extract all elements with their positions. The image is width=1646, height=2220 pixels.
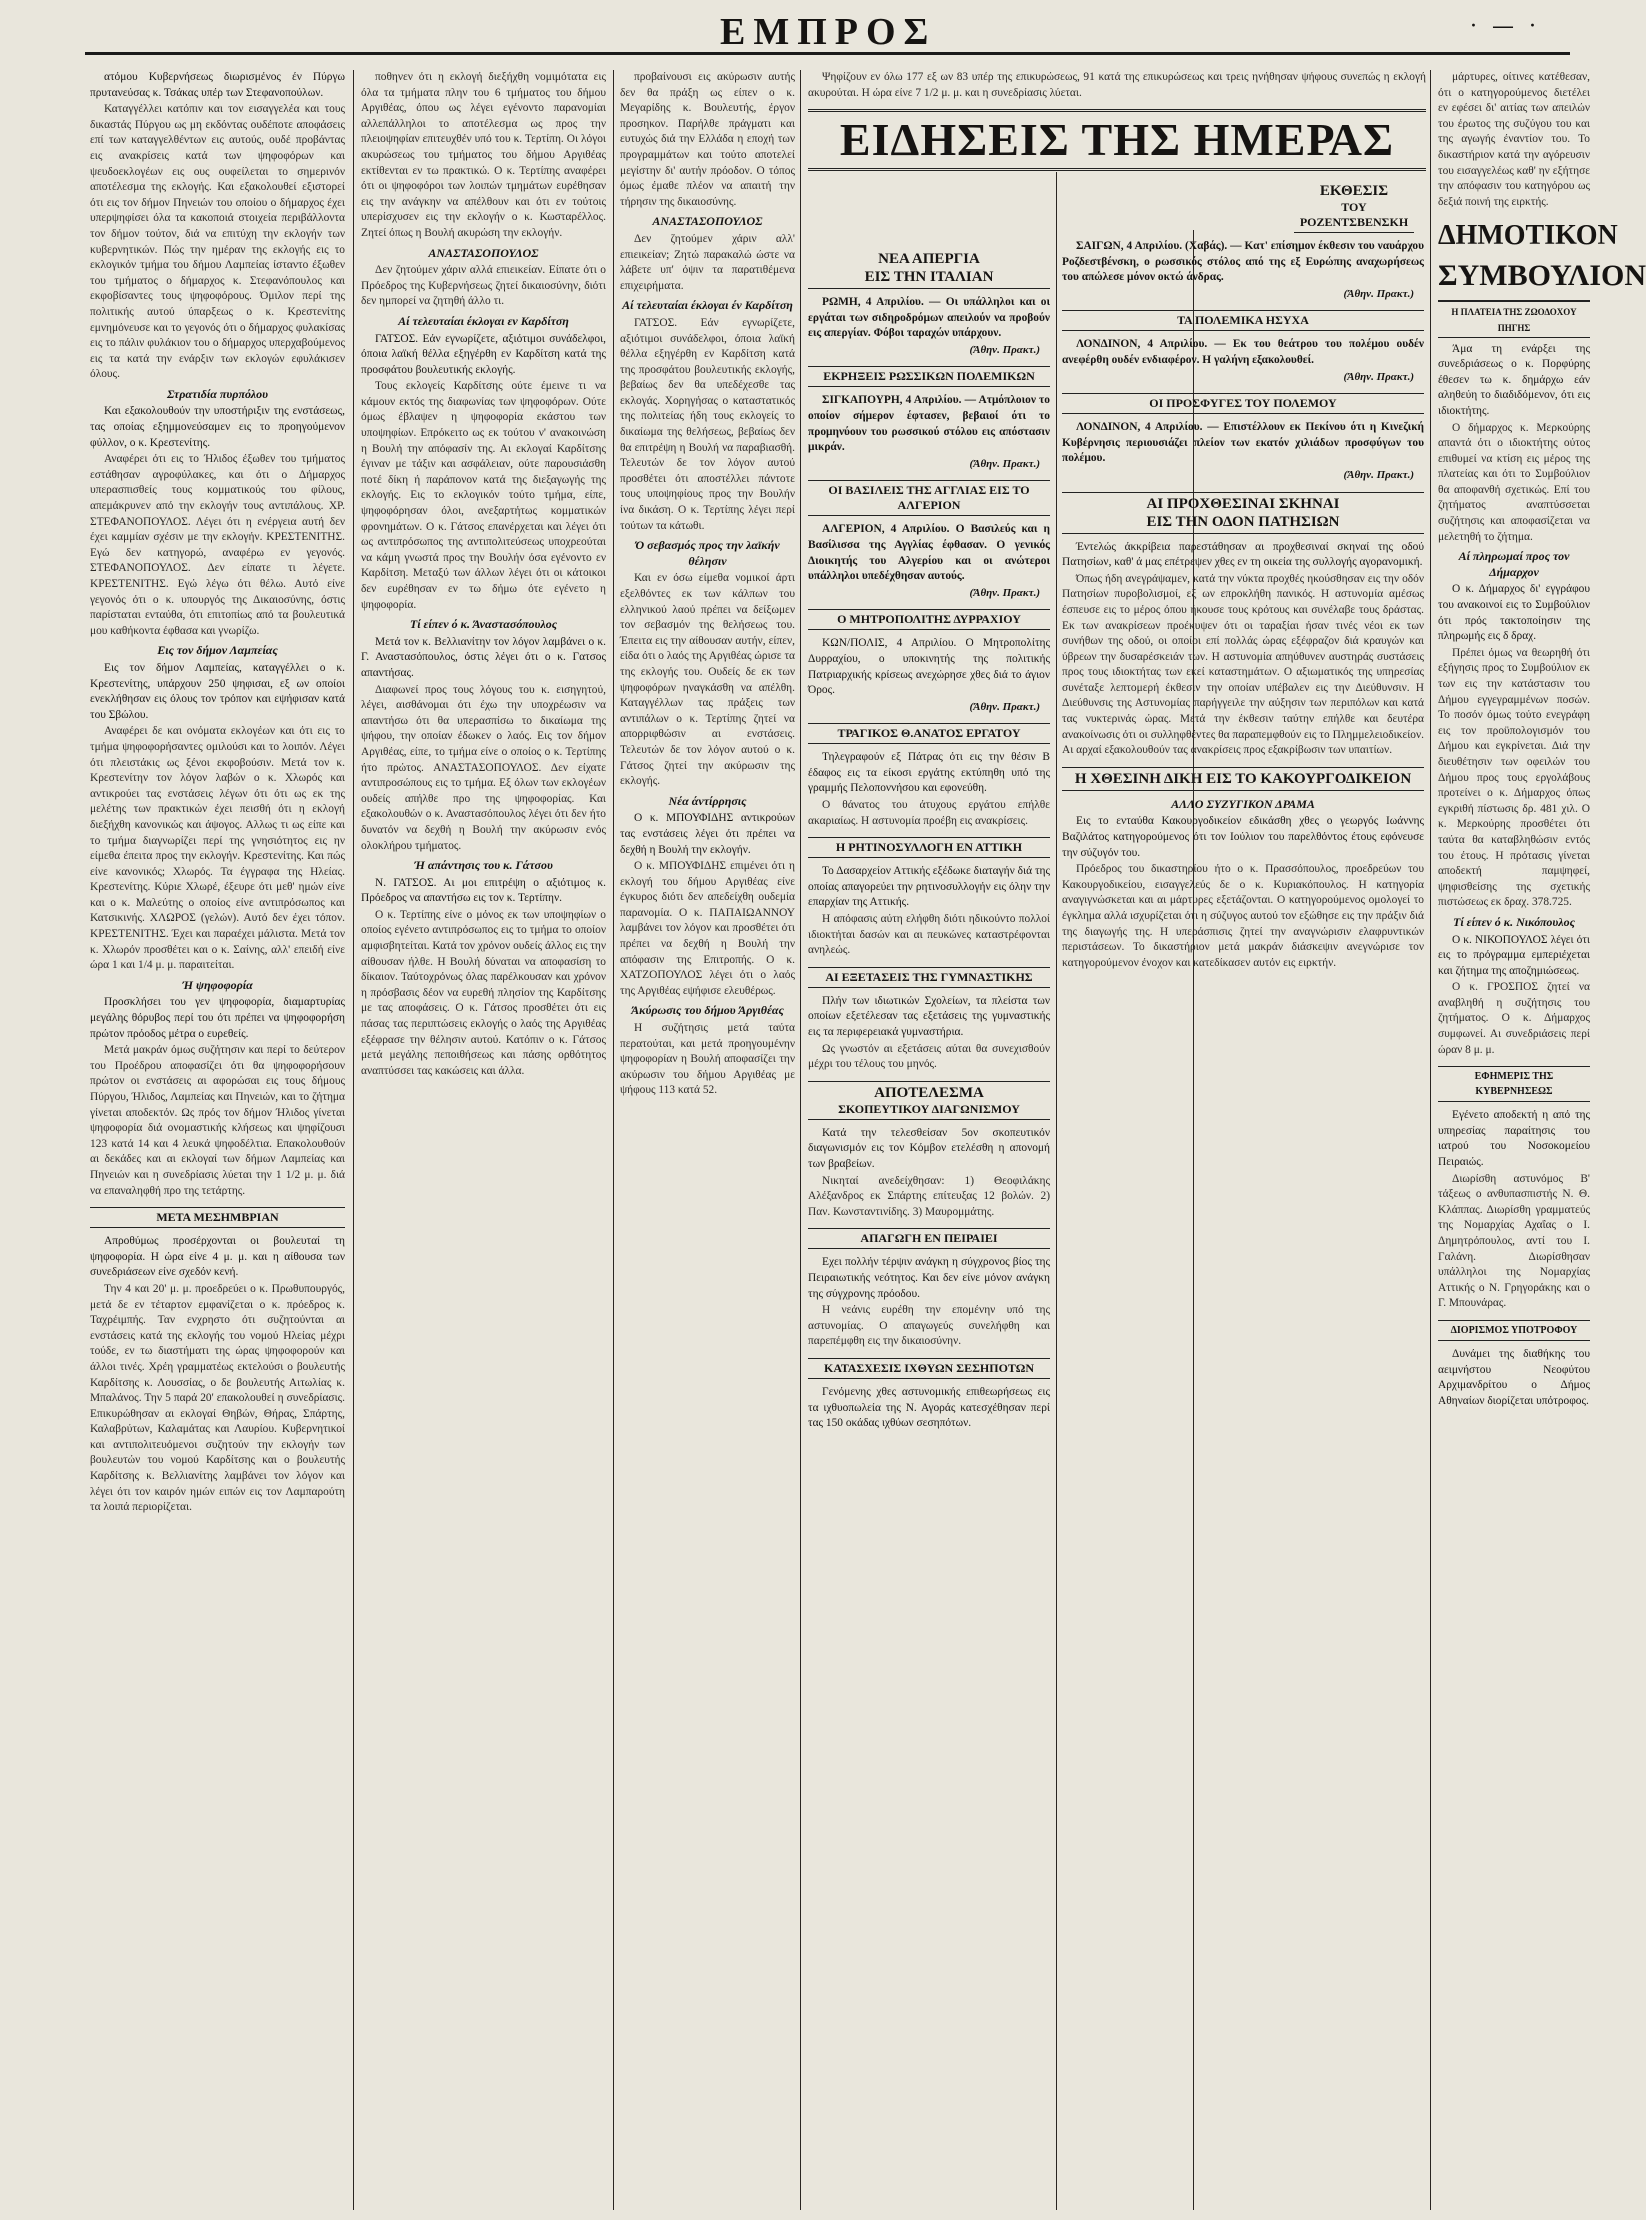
column-5 (1062, 172, 1424, 2210)
paragraph: Όπως ήδη ανεγράψαμεν, κατά την νύκτα προχθές ηκούσθησαν εις την οδόν Πατησίων πυροβολισμοί, εξ ων επροκλήθη πανικός. Η αστυνομία αμέσως έσπευσε εις το μέρος όπου ήκουσε τους κρότους και συνέλαβε τους δράστας. Εκ των ανακρίσεων προέκυψεν ότι οι ταραξίαι ήσαν τινές νέοι εκ των συνήθων της οδού, οι οποίοι επί πολλάς ώρας εξέφραζον διά κραυγών και ύβρεων την δυσαρέσκειάν των. Η αστυνομία απηύθυνεν αυστηράς συστάσεις προς τους ιδιοκτήτας των εκεί καταστημάτων. Ο αξιωματικός της υπηρεσίας συνέταξε λεπτομερή έκθεσιν την οποίαν υπέβαλεν εις την Διεύθυνσιν. Η Διεύθυνσις της Αστυνομίας παρήγγειλε την αύξησιν των περιπόλων και κατά τας νυκτερινάς ώρας. Μετά την έκθεσιν ταύτην επήλθε και δευτέρα ανακοίνωσις ότι οι συλληφθέντες θα παραπεμφθούν εις το Πλημμελειοδικείον. Αι αρχαί εξακολουθούν τας ανακρίσεις προς εξακρίβωσιν των υπαιτίων. (1062, 572, 1424, 757)
paragraph: Μετά μακράν όμως συζήτησιν και περί το δεύτερον του Προέδρου αποφασίζει ότι θα ψηφοφορήσουν πρώτον οι ενστάσεις αι αφορώσαι εις τους δήμους Πύργου, Ήλιδος, Λαμπείας και Πηνειών, και το ζήτημα γίνεται αποδεκτόν. Ως πρός τον δήμον Ήλιδος γίνεται ψηφοφορία διά ονομαστικής κλήσεως και ψηφίζουσι 123 κατά 14 και 4 λευκά ψηφοδέλτια. Επακολουθούν αι δεκάδες και αι εκλογαί των δήμων Λαμπείας και Πηνειών και η συνεδρίασις λύεται την 1 1/2 μ. μ. διά να επαναληφθή προ της τετάρτης. (90, 1044, 345, 1197)
article-headline: ΣΥΜΒΟΥΛΙΟΝ (1438, 254, 1590, 302)
headline-line: ΕΙΣ ΤΗΝ ΙΤΑΛΙΑΝ (864, 269, 994, 285)
paragraph: Απροθύμως προσέρχονται οι βουλευταί τη ψηφοφορία. Η ώρα είνε 4 μ. μ. και η αίθουσα των συνεδριάσεων είνε σχεδόν κενή. (90, 1235, 345, 1279)
article-headline (808, 1081, 1050, 1120)
article-headline: Ο ΜΗΤΡΟΠΟΛΙΤΗΣ ΔΥΡΡΑΧΙΟΥ (808, 609, 1050, 630)
column-2 (361, 70, 606, 2210)
article-headline: ΕΚΡΗΞΕΙΣ ΡΩΣΣΙΚΩΝ ΠΟΛΕΜΙΚΩΝ (808, 366, 1050, 387)
section-heading: ΑΝΑΣΤΑΣΟΠΟΥΛΟΣ (428, 245, 539, 260)
paragraph: Εις τον δήμον Λαμπείας, καταγγέλλει ο κ. Κρεστενίτης, υπάρχουν 250 ψηφισαι, εξ ων οποίοι ενεκλήθησαν εις όλους τον τρόπον και εψήφισαν κατά του Σβώλου. (90, 661, 345, 721)
paragraph: Την 4 και 20' μ. μ. προεδρεύει ο κ. Πρωθυπουργός, μετά δε εν τέταρτον εμφανίζεται ο κ. πρόεδρος κ. Ταχρέιμπής. Ταν ενχρηστο ότι συζητούνται αι ενστάσεις κατά της εκλογής του νομού Ηλείας μέχρι τούδε, εν τω διαστήματι της ώρας ψηφοφορούν και άλλοι τινές. Χρέη γραμματέως εκτελούσι ο βουλευτής Καρδίτσης κ. Λουσσίας, ο δε βουλευτής Αιτωλίας κ. Μπαλάνος. Την 5 παρά 20' επακολουθεί η συνεδρίασις. Επικυρώθησαν αι εκλογαί Θηβών, Θήρας, Σπάρτης, Καλαβρύτων, Καλαμάτας και Λαυρίου. Κυβερνητικοί και αντιπολιτευόμενοι συζητούν την εκλογήν των βουλευτών του νομού Καρδίτσης και ο βουλευτής Καρδίτσης κ. Βελλιανίτης λαμβάνει τον λόγον και λέγει ότι τον καιρόν ημών ειπών εις τον Λαμπαρούτη τα λοιπά περιορίζεται. (90, 1282, 345, 1514)
paragraph: Το Δασαρχείον Αττικής εξέδωκε διαταγήν διά της οποίας απαγορεύει την ρητινοσυλλογήν εις όλην την επαρχίαν της Αττικής. (808, 865, 1050, 909)
credit: (Άθην. Πρακτ.) (969, 700, 1040, 713)
paragraph: Ο κ. ΓΡΟΣΠΟΣ ζητεί να αναβληθή η συζήτησις του ζητήματος. Ο κ. Δήμαρχος συμφωνεί. Αι συνεδριάσεις περί ώραν 8 μ. μ. (1438, 981, 1590, 1056)
column-rule (1430, 70, 1431, 2210)
paragraph: Ο κ. Τερτίπης είνε ο μόνος εκ των υποψηφίων ο οποίος εγένετο αντιπρόσωπος εις το τμήμα το οποίον αμφισβητείται. Κατά τον χρόνον ουδείς άλλος εις την αίθουσαν ήλθε. Η Βουλή δύναται να αποφασίση το δίκαιον. Ταύτοχρόνως όλας παρέλκουσαν και χρόνον η πρόσβασις δέον να ευρεθή πλησίον της Καρδίτσης με τας αποφάσεις. Ο κ. Γάτσος προσθέτει ότι εις πάσας τας περιπτώσεις εκλογής ο λαός της Αργιθέας εξέφρασε την θέλησιν αυτού. Κατόπιν ο κ. Γάτσος μετά μεγάλης πεποιθήσεως και πάσης ορθότητος αναπτύσσει τας κακώσεις και άλλα. (361, 908, 606, 1077)
headline-line: ΑΙ ΠΡΟΧΘΕΣΙΝΑΙ ΣΚΗΝΑΙ (1146, 495, 1340, 512)
column-rule (1056, 172, 1057, 2210)
headline-line: ΝΕΑ ΑΠΕΡΓΙΑ (878, 251, 980, 267)
article-headline: Η ΧΘΕΣΙΝΗ ΔΙΚΗ ΕΙΣ ΤΟ ΚΑΚΟΥΡΓΟΔΙΚΕΙΟΝ (1062, 767, 1424, 791)
paragraph: ΛΟΝΔΙΝΟΝ, 4 Απριλίου. — Επιστέλλουν εκ Πεκίνου ότι η Κινεζική Κυβέρνησις περιουσιάζει πλείον των εκατόν χιλιάδων προσφύγων του πολέμου. (1062, 421, 1424, 465)
credit: (Άθην. Πρακτ.) (969, 343, 1040, 356)
paragraph: Ο κ. Δήμαρχος δι' εγγράφου του ανακοινοί εις το Συμβούλιον ότι πρός τακτοποίησιν της πληρωμής εις δ δραχ. (1438, 583, 1590, 643)
paragraph: Εις το ενταύθα Κακουργοδικείον εδικάσθη χθες ο γεωργός Ιωάννης Βαζιλάτος κατηγορούμενος ότι τον Ιούλιον του παρελθόντος έτους εφόνευσε την σύζυγόν του. (1062, 815, 1424, 859)
article-subheadline: ΑΛΛΟ ΣΥΖΥΓΙΚΟΝ ΔΡΑΜΑ (1171, 796, 1315, 811)
section-heading: ΜΕΤΑ ΜΕΣΗΜΒΡΙΑΝ (90, 1207, 345, 1228)
paragraph: Άμα τη ενάρξει της συνεδριάσεως ο κ. Πορφύρης έθεσεν τω κ. δημάρχω εάν αληθεύη το διαδιδόμενον, ότι εις ιδιοκτήτης. (1438, 342, 1590, 417)
paragraph: ΣΑΙΓΩΝ, 4 Απριλίου. (Χαβάς). — Κατ' επίσημον έκθεσιν του ναυάρχου Ροζδεστβένσκη, ο ρωσσικός στόλος από της εξ Ευρώπης αναχωρήσεως του απώλεσε μόνον οκτώ άνδρας. (1062, 240, 1424, 284)
paragraph: ΑΛΓΕΡΙΟΝ, 4 Απριλίου. Ο Βασιλεύς και η Βασίλισσα της Αγγλίας έφθασαν. Ο γενικός Διοικητής του Αλγερίου και οι ανώτεροι υπάλληλοι υπεδέχθησαν αυτούς. (808, 523, 1050, 583)
masthead-rule (85, 52, 1570, 55)
credit: (Άθην. Πρακτ.) (1343, 287, 1414, 300)
paragraph: Ψηφίζουν εν όλω 177 εξ ων 83 υπέρ της επικυρώσεως, 91 κατά της επικυρώσεως και τρεις ηνήθησαν ψήφους συνεπώς η εκλογή ακυρούται. Η ώρα είνε 7 1/2 μ. μ. και η συνεδρίασις λύεται. (808, 71, 1426, 99)
article-headline: ΑΙ ΕΞΕΤΑΣΕΙΣ ΤΗΣ ΓΥΜΝΑΣΤΙΚΗΣ (808, 967, 1050, 988)
paragraph: Η συζήτησις μετά ταύτα περατούται, και μετά προηγουμένην ψηφοφορίαν η Βουλή αποφασίζει την ακύρωσιν του δήμου Αργιθέας με ψήφους 113 κατά 52. (620, 1022, 795, 1097)
column-6 (1438, 70, 1646, 2210)
paragraph: Δεν ζητούμεν χάριν αλλά επιεικείαν. Είπατε ότι ο Πρόεδρος της Κυβερνήσεως ζητεί δικαιοσύνην, διότι δεν ημπορεί να ζητηθή άλλο τι. (361, 264, 606, 308)
section-heading: Ό σεβασμός προς την λαϊκήν θέλησιν (635, 538, 780, 568)
paragraph: Η νεάνις ευρέθη την επομένην υπό της αστυνομίας. Ο απαγωγεύς συνελήφθη και παρεπέμφθη εις την δικαιοσύνην. (808, 1304, 1050, 1348)
paragraph: ΣΙΓΚΑΠΟΥΡΗ, 4 Απριλίου. — Ατμόπλοιον το οποίον σήμερον έφτασεν, βεβαιοί ότι το προμηνύουν του ρωσσικού στόλου εις απόστασιν μικράν. (808, 394, 1050, 454)
paragraph: ποθηνεν ότι η εκλογή διεξήχθη νομιμότατα εις όλα τα τμήματα πλην του 6 τμήματος του δήμου Αργιθέας, όπου ως λέγει εγένοντο παρανομίαι αλλεπάλληλοι το αποτέλεσμα ως προς την πλειοψηφίαν επιτευχθέν υπό του κ. Τερτίπη. Οι λόγοι ακυρώσεως του τμήματος του δήμου Αργιθέας εκτίθενται εν τω πρακτικώ. Ο κ. Τερτίπης αναφέρει ότι οι ψηφοφόροι των λοιπών τμημάτων ευρέθησαν εις την ανάγκην να απέλθουν και ότι εν τούτοις υπερίσχυσεν εις την εκλογήν ο κ. Κωσταρέλλος. Ζητεί όπως η Βουλή ακυρώση την εκλογήν. (361, 71, 606, 239)
paragraph: Έντελώς άκκρίβεια παρεστάθησαν αι προχθεσιναί σκηναί της οδού Πατησίων, καθ' ά μας επέτρεψεν χθες εν τη οικεία της συλλογής αγορανομική. (1062, 540, 1424, 569)
credit: (Άθην. Πρακτ.) (969, 586, 1040, 599)
column-3 (620, 70, 795, 2210)
section-heading: Ή ψηφοφορία (182, 977, 253, 992)
article-headline: ΕΦΗΜΕΡΙΣ ΤΗΣ ΚΥΒΕΡΝΗΣΕΩΣ (1438, 1066, 1590, 1102)
article-headline: ΤΑ ΠΟΛΕΜΙΚΑ ΗΣΥΧΑ (1062, 310, 1424, 331)
headline-line: ΣΚΟΠΕΥΤΙΚΟΥ ΔΙΑΓΩΝΙΣΜΟΥ (838, 1101, 1020, 1116)
news-section-title: ΕΙΔΗΣΕΙΣ ΤΗΣ ΗΜΕΡΑΣ (808, 109, 1426, 171)
section-heading: Νέα άντίρρησις (668, 793, 747, 808)
column-4 (808, 240, 1050, 2210)
paragraph: Προσκλήσει του γεν ψηφοφορία, διαμαρτυρίας μεγάλης θόρυβος περί του ότι πρέπει να ψηφοφορήση πρώτον πρόοδος μέτρα ο ευρεθείς. (90, 996, 345, 1040)
article-headline: ΑΠΑΓΩΓΗ ΕΝ ΠΕΙΡΑΙΕΙ (808, 1228, 1050, 1249)
column-rule (613, 70, 614, 2210)
paragraph: ΓΑΤΣΟΣ. Εάν εγνωρίζετε, αξιότιμοι συνάδελφοι, όποια λαϊκή θέλλα εξηγέρθη εν Καρδίτση κατά της προσφάτου βουλευτικής εκλογής, βεβαίως δεν θα υπεδέχεσθε τας εκλογάς. Χορηγήσας ο καταστατικός της πολιτείας ήδη τους εκλογείς το δικαίωμα της θελήσεως, βεβαίως δεν θα επιτρέψη η Βουλή να παραβιασθή. Τελευτών δε τον λόγον αυτού προσθέτει ότι αποστέλλει πάντοτε τους υποψηφίους προς την Βουλήν ίνα δικάση. Ο κ. Τερτίπης λέγει περί τούτων τα κάτωθι. (620, 316, 795, 532)
paragraph: Πρόεδρος του δικαστηρίου ήτο ο κ. Πρασσόπουλος, προεδρεύων του Κακουργοδικείου, εισαγγελεύς δε ο κ. Κυριακόπουλος. Η κατηγορία αναγιγνώσκεται και αι μάρτυρες εξετάζονται. Ο κατηγορούμενος ομολογεί το έγκλημα αλλά ισχυρίζεται ότι η σύζυγος αυτού τον εξώθησε εις την πράξιν διά της διαγωγής της. Η υπεράσπισις ζητεί την αναγνώρισιν ελαφρυντικών περιστάσεων. Το δικαστήριον μετά μακράν διάσκεψιν ανεγνώρισε τον κατηγορούμενον ένοχον και κατεδίκασεν αυτόν εις ειρκτήν. (1062, 863, 1424, 969)
paragraph: Καταγγέλλει κατόπιν και τον εισαγγελέα και τους δικαστάς Πύργου ως μη εκδόντας ουδέποτε αποφάσεις επί των καταγγελθέντων εις αυτούς, ουδέ προβάντας εις ανακρίσεις κατά των ψηφοφόρων και ψευδοεκλογέων εις ους ουφείλεται το σημερινόν αποτέλεσμα της εκλογής. Και εξακολουθεί εξιστορεί ότι εις τον δήμον Πηνειών του οποίου ο δήμαρχος έχει υπερψηφίσει όλα τα κακοποιά στοιχεία περιβάλλοντα τον δήμον τούτον, διά να επιτύχη την εκλογήν των κυβερνητικών. Πώς την ημέραν της εκλογής εις το εκλογικόν τμήμα του δήμου Λαμπείας ίσταντο έξωθεν του τμήματος ο δήμαρχος κ. Στεφανόπουλος και εκφοβίσαντες τους ψηφοφόρους. Όμιλον περί της πολιτικής αυτού ύπαρξεως ο κ. Κρεστενίτης εμνημόνευσε και το γεγονός ότι ο δήμαρχος φυλακίσας εις το πάλιν φυλάκιον του ο δήμαρχος υπερχαβούμενος εις τα κατά την ενάρξιν των εκλογών εφυλάκισεν όλους. (90, 103, 345, 381)
paragraph: Γενόμενης χθες αστυνομικής επιθεωρήσεως εις τα ιχθυοπωλεία της Ν. Αγοράς κατεσχέθησαν περί τας 150 οκάδας ιχθύων σεσηπότων. (808, 1385, 1050, 1430)
paragraph: μάρτυρες, οίτινες κατέθεσαν, ότι ο κατηγορούμενος διετέλει εν εφέσει δι' αιτίας των απειλών του έρωτος της συζύγου του και της αγωγής έναντίον του. Το δικαστήριον κατά την αγόρευσιν του εισαγγελέως καθ' ην εξήτησε την απόφασιν του κατηγόρου ως δεξιά ποινή της ειρκτής. (1438, 71, 1590, 208)
paragraph: ΛΟΝΔΙΝΟΝ, 4 Απριλίου. — Εκ του θεάτρου του πολέμου ουδέν ανεφέρθη ουδέν ενδιαφέρον. Η γαλήνη εξακολουθεί. (1062, 338, 1424, 366)
paragraph: ΚΩΝ/ΠΟΛΙΣ, 4 Απριλίου. Ο Μητροπολίτης Δυρραχίου, ο υποκινητής της πολιτικής Πατριαρχικής κρίσεως ανεχώρησε χθες διά το άγιον Όρος. (808, 637, 1050, 697)
paragraph: Νικηταί ανεδείχθησαν: 1) Θεοφιλάκης Αλέξανδρος εκ Σπάρτης επίτευξας 12 βολών. 2) Παν. Κωνσταντινίδης. 3) Μαυρομμάτης. (808, 1174, 1050, 1218)
column-rule (800, 70, 801, 2210)
section-heading: Ή απάντησις του κ. Γάτσου (414, 858, 553, 873)
headline-line: ΕΙΣ ΤΗΝ ΟΔΟΝ ΠΑΤΗΣΙΩΝ (1146, 513, 1340, 530)
paragraph: Και εν όσω είμεθα νομικοί άρτι εξελθόντες εκ των κάλπων του ελληνικού λαού πρέπει να δείξωμεν τον σεβασμόν της θελήσεως του. Έπειτα εις την αίθουσαν αυτήν, είπεν, είδα ότι ο λαός της Αργιθέας ώρισε τα της εκλογής του. Ουδείς δε εκ των ψηφοφόρων ηναγκάσθη να απέλθη. Καταγγέλλων τας πράξεις των αντιπάλων ο κ. Τερτίπης ζητεί να απορριφθώσιν αι ενστάσεις. Τελευτών δε τον λόγον αυτού ο κ. Γάτσος ζητεί την ακύρωσιν της εκλογής. (620, 572, 795, 788)
article-headline (808, 248, 1050, 289)
paragraph: Ο κ. ΝΙΚΟΠΟΥΛΟΣ λέγει ότι εις το πρόγραμμα εμπεριέχεται και ζήτημα της αποζημιώσεως. (1438, 933, 1590, 977)
paragraph: ΡΩΜΗ, 4 Απριλίου. — Οι υπάλληλοι και οι εργάται των σιδηροδρόμων απειλούν να προβούν εις απεργίαν. Φόβοι ταραχών υπάρχουν. (808, 296, 1050, 340)
headline-line: ΑΠΟΤΕΛΕΣΜΑ (874, 1084, 984, 1101)
section-heading: Αί τελευταίαι έκλογαι εν Καρδίτση (398, 313, 569, 328)
paragraph: Διαφωνεί προς τους λόγους του κ. εισηγητού, λέγει, αισθάνομαι ότι έχω την υποχρέωσιν να απαντήσω ότι θα υπερασπίσω το δικαίωμα της ψήφου, την οποίαν έδωκεν ο λαός. Εις τον δήμον Αργιθέας, είπε, το τμήμα είνε ο οποίος ο κ. Τερτίπης ήτο πρώτος. ΑΝΑΣΤΑΣΟΠΟΥΛΟΣ. Δεν είχατε αντιπροσώπους εις το τμήμα. Εξ όλων των εκλογέων ουδείς απήλθε προ της ψηφοφορίας. Και εξακολουθών ο κ. Αναστασόπουλος λέγει ότι δεν ήτο δυνατόν να δεχθή η Βουλή την ακύρωσιν ενός ολοκλήρου τμήματος. (361, 683, 606, 852)
column-rule (353, 70, 354, 2210)
credit: (Άθην. Πρακτ.) (1343, 370, 1414, 383)
section-heading: Η ΠΛΑΤΕΙΑ ΤΗΣ ΖΩΟΔΟΧΟΥ ΠΗΓΗΣ (1438, 305, 1590, 337)
paragraph: Ο δήμαρχος κ. Μερκούρης απαντά ότι ο ιδιοκτήτης ούτος επιθυμεί να κτίση εις μέρος της πλατείας και ότι το Συμβούλιον θα αποφανθή σχετικώς. Επί του ζητήματος αναπτύσσεται συζήτησις και αποφασίζεται να μελετηθή το ζήτημα. (1438, 421, 1590, 543)
paragraph: Δεν ζητούμεν χάριν αλλ' επιεικείαν; Ζητώ παρακαλώ ώστε να λάβετε υπ' όψιν τα παρατιθέμενα επιχειρήματα. (620, 232, 795, 292)
headline-line: ΤΟΥ ΡΟΖΕΝΤΣΒΕΝΣΚΗ (1299, 200, 1409, 229)
article-headline: ΔΗΜΟΤΙΚΟΝ (1438, 220, 1618, 252)
section-heading: Τί είπεν ό κ. Άναστασόπουλος (409, 617, 558, 632)
article-headline (1062, 492, 1424, 534)
paragraph: Η απόφασις αύτη ελήφθη διότι ηδικούντο πολλοί ιδιοκτήται δασών και αι πευκώνες καταστρέφονται ανηλεώς. (808, 913, 1050, 957)
article-headline: ΟΙ ΠΡΟΣΦΥΓΕΣ ΤΟΥ ΠΟΛΕΜΟΥ (1062, 393, 1424, 414)
section-heading: Τί είπεν ό κ. Νικόπουλος (1453, 914, 1575, 929)
headline-line: ΕΚΘΕΣΙΣ (1319, 183, 1389, 199)
paragraph: Ο θάνατος του άτυχους εργάτου επήλθε ακαριαίως. Η αστυνομία προέβη εις ανακρίσεις. (808, 799, 1050, 827)
column-1 (90, 70, 345, 2210)
paragraph: Ο κ. ΜΠΟΥΦΙΔΗΣ αντικρούων τας ενστάσεις λέγει ότι πρέπει να δεχθή η Βουλή την εκλογήν. (620, 812, 795, 856)
section-heading: Άκύρωσις του δήμου Άργιθέας (631, 1003, 784, 1018)
credit: (Άθην. Πρακτ.) (1343, 468, 1414, 481)
paragraph: Δυνάμει της διαθήκης του αειμνήστου Νεοφύτου Αρχιμανδρίτου ο Δήμος Αθηναίων διορίζεται υπότροφος. (1438, 1347, 1590, 1407)
paragraph: Εγένετο αποδεκτή η από της υπηρεσίας παραίτησις του ιατρού του Νοσοκομείου Πειραιώς. (1438, 1109, 1590, 1169)
paragraph: Και εξακολουθούν την υποστήριξιν της ενστάσεως, τας οποίας εξημμονεύσαμεν εις το προηγούμενον φύλλον, ο κ. Κρεστενίτης. (90, 405, 345, 449)
article-headline: ΚΑΤΑΣΧΕΣΙΣ ΙΧΘΥΩΝ ΣΕΣΗΠΟΤΩΝ (808, 1358, 1050, 1379)
article-headline: Η ΡΗΤΙΝΟΣΥΛΛΟΓΗ ΕΝ ΑΤΤΙΚΗ (808, 837, 1050, 858)
paragraph: Πρέπει όμως να θεωρηθή ότι εξήγησις προς το Συμβούλιον εκ των εις την κατάστασιν του Δήμου εγγεγραμμένων ποσών. Το ποσόν όμως τούτο ενεγράφη εις τον προϋπολογισμόν του Δήμου και εγκρίνεται. Διά την διευθέτησιν των οφειλών του Δήμου προς τους εργολάβους προτείνει ο κ. Δήμαρχος όπως εγκριθή πίστωσις δρ. 481 χιλ. Ο κ. Μερκούρης προσθέτει ότι ταύτα θα καταβληθώσιν εντός του έτους. Η πρότασις γίνεται αποδεκτή παμψηφεί, ψηφισθείσης της σχετικής πιστώσεως εκ δραχ. 378.725. (1438, 646, 1590, 909)
section-heading: ΑΝΑΣΤΑΣΟΠΟΥΛΟΣ (652, 214, 763, 229)
paragraph: Κατά την τελεσθείσαν 5ον σκοπευτικόν διαγωνισμόν εις τον Κόμβον ετελέσθη η απονομή των βραβείων. (808, 1126, 1050, 1170)
paragraph: Ο κ. ΜΠΟΥΦΙΔΗΣ επιμένει ότι η εκλογή του δήμου Αργιθέας είνε έγκυρος διότι δεν απεδείχθη ουδεμία παρανομία. Ο κ. ΠΑΠΑΙΩΑΝΝΟΥ λαμβάνει τον λόγον και προσθέτει ότι πρέπει να δεχθή η Βουλή την απόφασιν της Επιτροπής. Ο κ. ΧΑΤΖΟΠΟΥΛΟΣ λέγει ότι ο λαός της Αργιθέας εψήφισε ελευθέρως. (620, 860, 795, 997)
paragraph: Αναφέρει ότι εις το Ήλιδος έξωθεν του τμήματος εστάθησαν αγροφύλακες, και ότι ο Δήμαρχος υπερασπισθείς τους κομματικούς του φίλους, απεμάκρυνεν από την εκλογήν τους αντιπάλους. ΧΡ. ΣΤΕΦΑΝΟΠΟΥΛΟΣ. Λέγει ότι η ενέργεια αυτή δεν έχει καμμίαν σχέσιν με την εκλογήν. ΚΡΕΣΤΕΝΙΤΗΣ. Εγώ δεν κατηγορώ, αναφέρω εν γεγονός. ΣΤΕΦΑΝΟΠΟΥΛΟΣ. Δεν είπατε τι λέγετε. ΚΡΕΣΤΕΝΙΤΗΣ. Εγώ λέγω ότι θέλω. Αυτό είνε γεγονός ότι ο κ. υπουργός της Δικαιοσύνης, όστις παρίσταται ενταύθα, ότι επιτοπίως από τα βουλευτικά μου καθήκοντα έφθασα και γνωρίζω. (90, 453, 345, 637)
section-heading: Στρατιδία πυρπόλου (167, 386, 268, 401)
article-headline: ΟΙ ΒΑΣΙΛΕΙΣ ΤΗΣ ΑΓΓΛΙΑΣ ΕΙΣ ΤΟ ΑΛΓΕΡΙΟΝ (808, 480, 1050, 516)
paragraph: Τηλεγραφούν εξ Πάτρας ότι εις την θέσιν Β έδαφος εις τα είκοσι εργάτης εκτύπηθη υπό της γραμμής Πελοποννήσου και εφονεύθη. (808, 751, 1050, 795)
paragraph: προβαίνουσι εις ακύρωσιν αυτής δεν θα πράξη ως είπεν ο κ. Μεγαρίδης κ. Βουλευτής, έργον προσηκον. Παρήλθε πράγματι και ευτυχώς διά την Ελλάδα η εποχή των προγραμμάτων και τούτο αποτελεί μεγίστην δι' αυτήν πρόοδον. Ο τόπος όμως έμαθε πλέον να απαιτή την τήρησιν της δικαιοσύνης. (620, 71, 795, 208)
article-headline: ΤΡΑΓΙΚΟΣ Θ.ΑΝΑΤΟΣ ΕΡΓΑΤΟΥ (808, 723, 1050, 744)
news-top (808, 70, 1426, 170)
paragraph: Πλήν των ιδιωτικών Σχολείων, τα πλείστα των οποίων εξετέλεσαν τας εξετάσεις της γυμναστικής εις τα περιφερειακά γυμναστήρια. (808, 994, 1050, 1038)
paragraph: Εχει πολλήν τέρψιν ανάγκη η σύγχρονος βίος της Πειραιωτικής νεότητος. Και δεν είνε μόνον ανάγκη της σύγχρονης πρόοδου. (808, 1256, 1050, 1300)
paragraph: Ως γνωστόν αι εξετάσεις αύται θα συνεχισθούν μέχρι του τέλους του μηνός. (808, 1042, 1050, 1071)
section-heading: Αί πληρωμαί προς τον Δήμαρχον (1458, 549, 1570, 579)
paragraph: Τους εκλογείς Καρδίτσης ούτε έμεινε τι να κάμουν εκτός της διαφωνίας των ψηφοφόρων. Ούτε όμως έβλαψεν η ψηφοφορία εκάστου των υποψηφίων. Επρόκειτο ως εκ τούτου ν' ανακοινώση η Βουλή την απόφασίν της. Αι εκλογαί Καρδίτσης έγιναν με τάξιν και ασφάλειαν, ούτε παρουσιάσθη ποτέ δίκη ή παράπονον κατά της διεξαγωγής της εκλογής. Εις το εκλογικόν τούτο τμήμα, είπε, ψηφοφόρησαν όλοι, ανεξαρτήτως κομματικών φρονημάτων. Ο κ. Γάτσος επανέρχεται και λέγει ότι ως αντιπρόσωπος της αντιπολιτεύσεως υποχρεούται να κάμη γνωστά προς την Βουλήν όσα εγένοντο εν Καρδίτση. Μεταξύ των άλλων λέγει ότι οι κάτοικοι δεν ευρέθησαν εν τω δήμω ότε εγένετο η ψηφοφορία. (361, 380, 606, 611)
section-heading: Αί τελευταίαι έκλογαι έν Καρδίτση (622, 298, 793, 313)
masthead (0, 0, 1600, 70)
newspaper-title: ΕΜΠΡΟΣ (720, 11, 937, 53)
paragraph: Διωρίσθη αστυνόμος Β' τάξεως ο ανθυπασπιστής Ν. Θ. Κλάππας. Διωρίσθη γραμματεύς της Νομαρχίας Αχαΐας ο Ι. Δημητρόπουλος, αντί του Ι. Γαλάνη. Διωρίσθησαν υπάλληλοι της Νομαρχίας Αττικής ο Ν. Γρηγοράκης και ο Γ. Μπουνάρας. (1438, 1172, 1590, 1310)
paragraph: ΓΑΤΣΟΣ. Εάν εγνωρίζετε, αξιότιμοι συνάδελφοι, όποια λαϊκή θέλλα εξηγέρθη εν Καρδίτση κατά της προσφάτου βουλευτικής εκλογής. (361, 332, 606, 376)
credit: (Άθην. Πρακτ.) (969, 457, 1040, 470)
paragraph: Μετά τον κ. Βελλιανίτην τον λόγον λαμβάνει ο κ. Γ. Αναστασόπουλος, όστις λέγει ότι ο κ. Γατσος απαντήσας. (361, 635, 606, 679)
paragraph: Αναφέρει δε και ονόματα εκλογέων και ότι εις το τμήμα ψηφοφορήσαντες ομιλούσι και το λοιπόν. Λέγει ότι πλειστάκις ως ξένοι εκφοβούσιν. Μετά τον κ. Κρεστενίτην τον λόγον λαβών ο κ. Χλωρός και αντικρούει τας ενστάσεις λέγων ότι ότι ως εκ της μελέτης των πρακτικών έχει πεισθή ότι η εκλογή διεξήχθη κανονικώς και άψογος. Αλλως τι ως είπε και το τμήμα διαγνωρίζει περί της γνησιότητος εις ην είμεθα έπειτα προς την εκλογήν. Κρεστενίτης. Και πώς είνε κανονικός; Χλωρός. Τα έγγραφα της Ηλείας. Κρεστενίτης. Κύριε Χλωρέ, έξευρε ότι μεθ' ημών είνε και ο κ. Μαλεύτης ο οποίος είνε αντιπρόσωπος και Κατσικινής. ΧΛΩΡΟΣ (γελών). Αυτό δεν έχει τόπον. ΚΡΕΣΤΕΝΙΤΗΣ. Έχει και παραέχει μάλιστα. Μετά τον κ. Χλωρόν προσθέτει και ο κ. Σαίνης, αλλ' επειδή είνε ώρα 1 και 1/4 μ. μ. παραιτείται. (90, 725, 345, 972)
article-headline (1294, 180, 1414, 233)
article-headline: ΔΙΟΡΙΣΜΟΣ ΥΠΟΤΡΟΦΟΥ (1438, 1320, 1590, 1341)
paragraph: Ν. ΓΑΤΣΟΣ. Αι μοι επιτρέψη ο αξιότιμος κ. Πρόεδρος να απαντήσω εις τον κ. Τερτίπην. (361, 876, 606, 905)
masthead-ornament: · — · (1470, 14, 1540, 39)
paragraph: ατόμου Κυβερνήσεως διωρισμένος έν Πύργω πρυτανεύσας κ. Τσάκας υπέρ των Στεφανοπούλων. (90, 71, 345, 99)
section-heading: Εις τον δήμον Λαμπείας (157, 643, 278, 658)
